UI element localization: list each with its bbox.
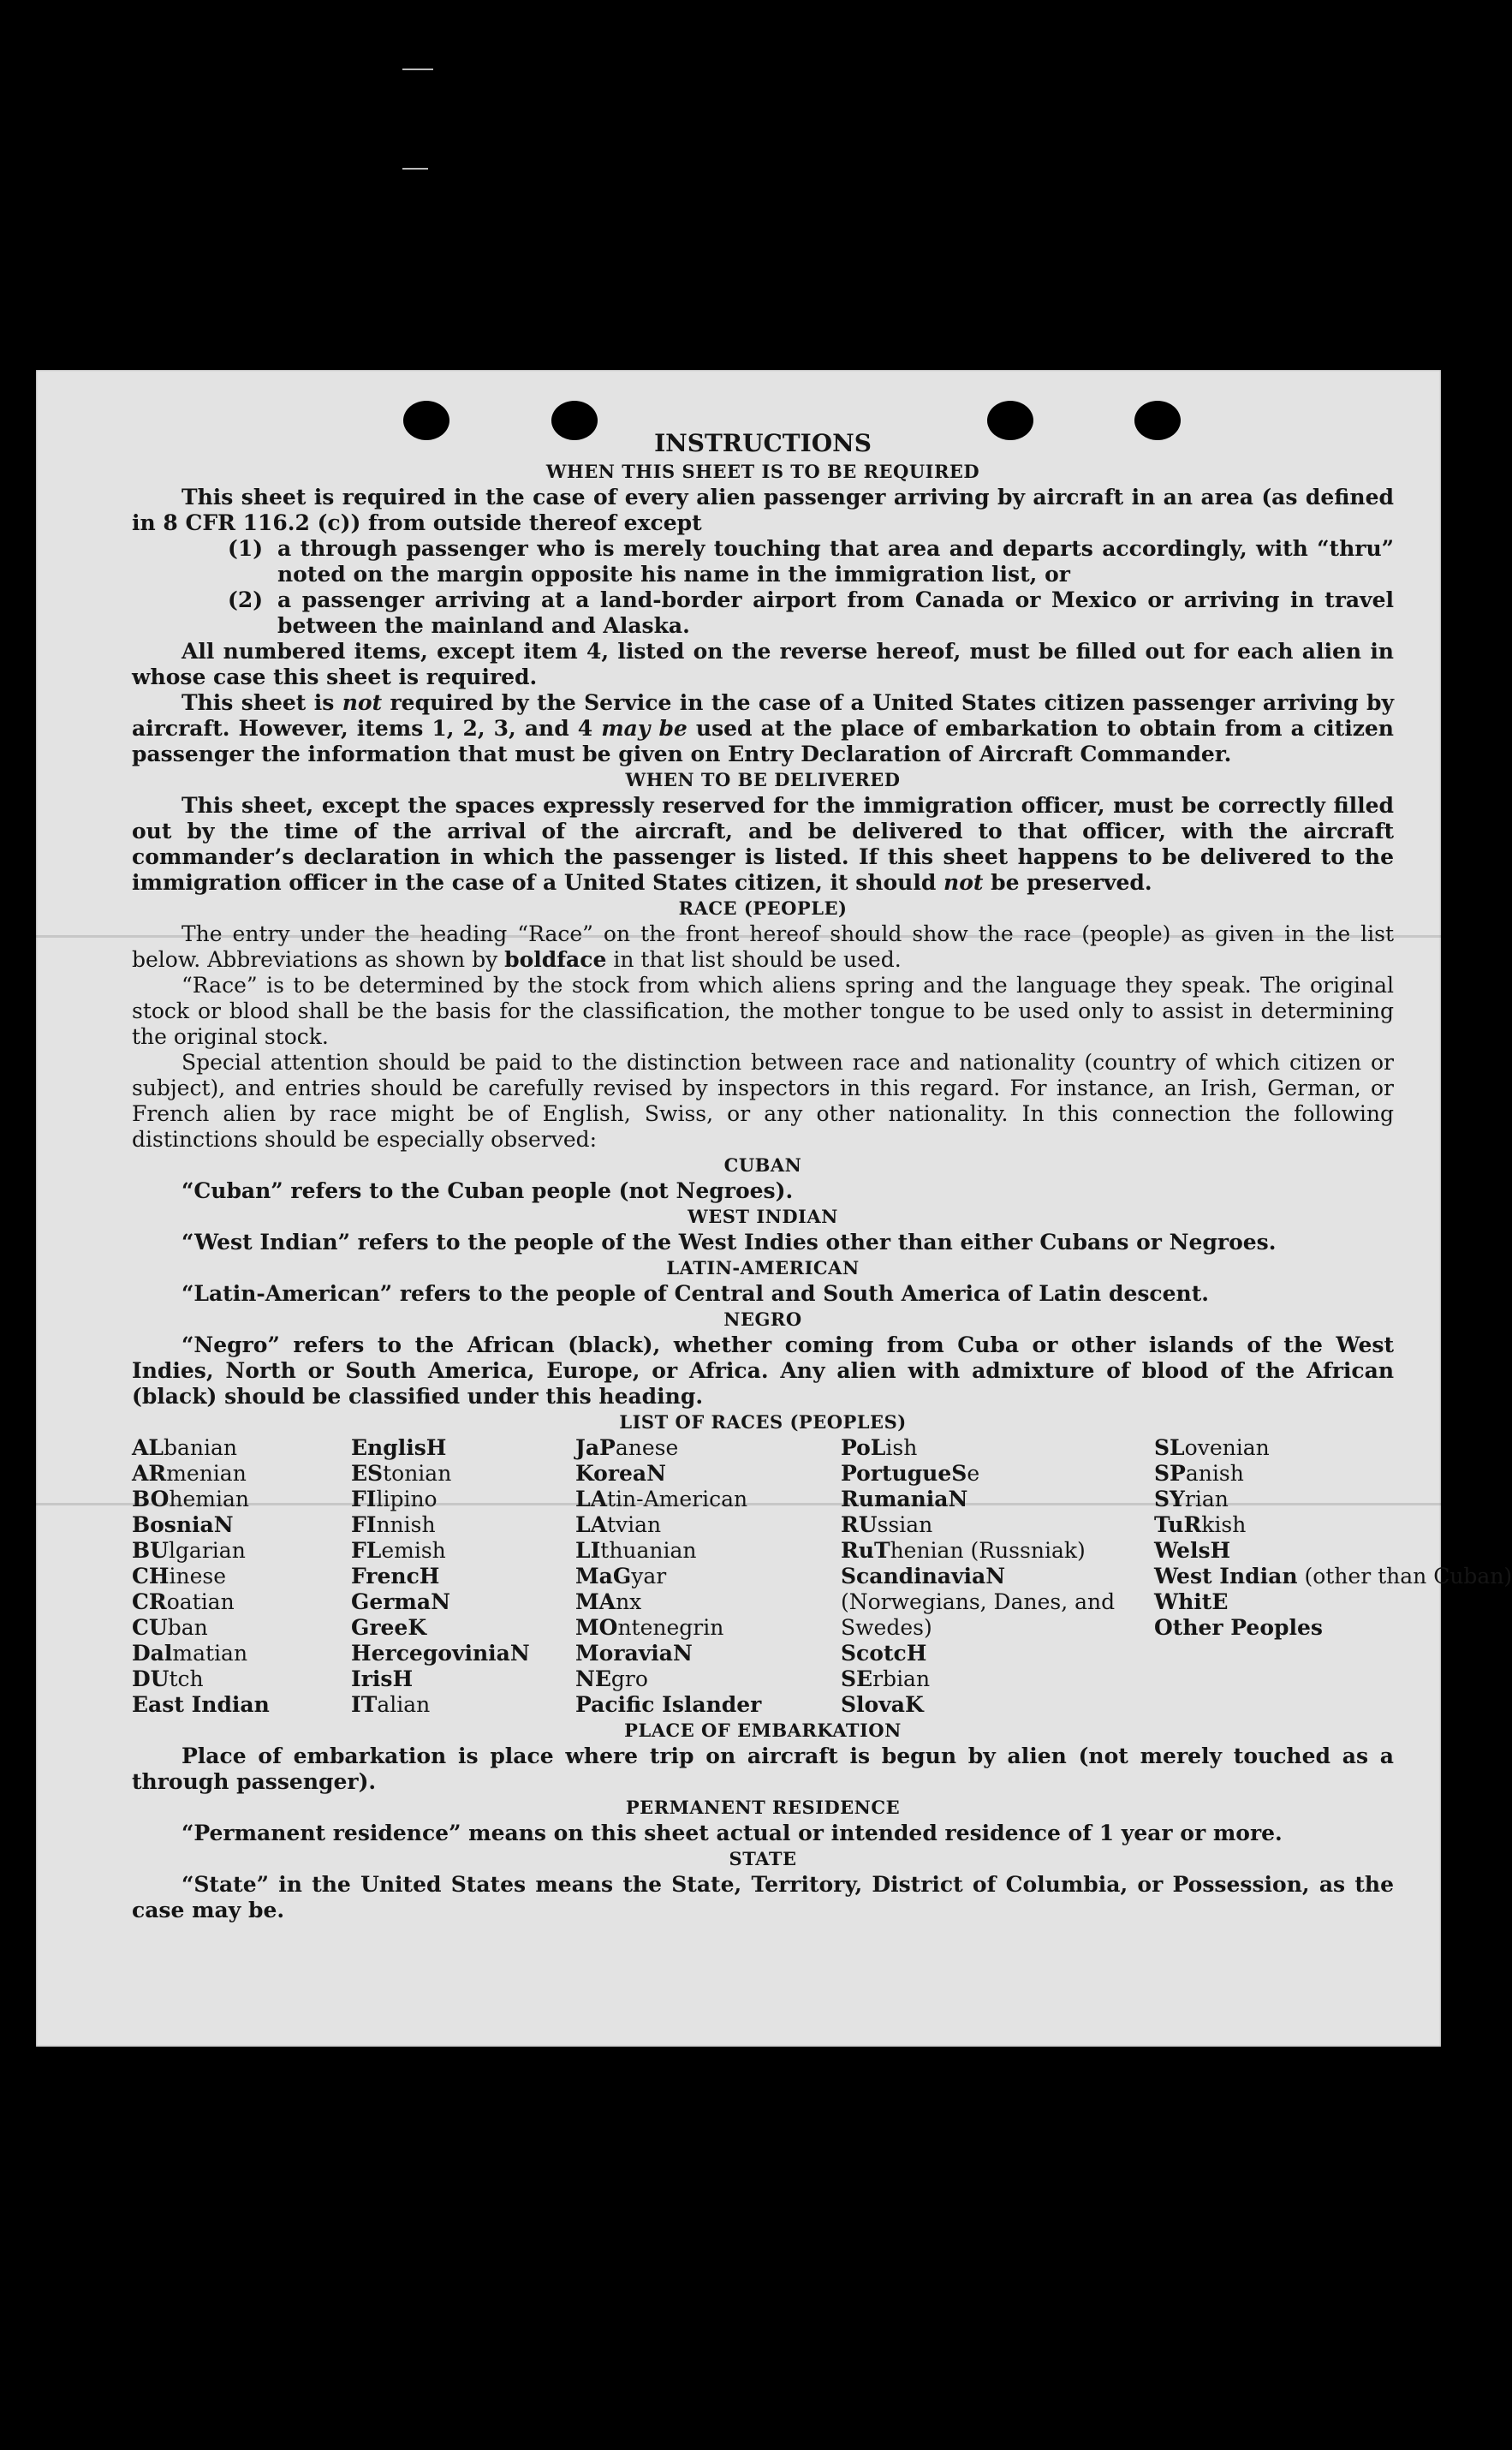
paragraph bbox=[132, 690, 1394, 767]
race-entry: BosniaN bbox=[132, 1512, 234, 1537]
race-entry: EStonian bbox=[351, 1461, 452, 1486]
emphasis: not bbox=[944, 870, 984, 895]
film-mark bbox=[402, 168, 428, 170]
item-text: a passenger arriving at a land-border airport from Canada or Mexico or arriving in travel between the mainland and Alaska. bbox=[277, 587, 1394, 638]
race-entry: JaPanese bbox=[575, 1435, 679, 1460]
race-entry: PortugueSe bbox=[841, 1461, 980, 1486]
section-heading: NEGRO bbox=[723, 1308, 802, 1330]
section-heading: LATIN-AMERICAN bbox=[666, 1257, 860, 1279]
race-entry: East Indian bbox=[132, 1692, 270, 1717]
paragraph: “Negro” refers to the African (black), whether coming from Cuba or other islands of the West Indies, North or South America, Europe, or Africa. Any alien with admixture of blood of the African (black) should be classified under this heading. bbox=[132, 1332, 1394, 1409]
list-item bbox=[228, 536, 1394, 587]
race-entry: FLemish bbox=[351, 1538, 446, 1563]
list-item bbox=[228, 587, 1394, 639]
race-entry: SlovaK bbox=[841, 1692, 924, 1717]
paragraph: Place of embarkation is place where trip on aircraft is begun by alien (not merely touched as a through passenger). bbox=[132, 1744, 1394, 1794]
section-heading: WEST INDIAN bbox=[688, 1206, 838, 1227]
text-run: This sheet, except the spaces expressly reserved for the immigration officer, must be correctly filled out by the time of the arrival of the aircraft, and be delivered to that officer, with the aircraft commander’s declaration in which the passenger is listed. If this sheet happens to be delivered to the immigration officer in the case of a United States citizen, it should bbox=[132, 793, 1394, 895]
section-heading: PERMANENT RESIDENCE bbox=[625, 1797, 901, 1818]
race-entry: DUtch bbox=[132, 1666, 204, 1691]
bold-text: boldface bbox=[504, 947, 607, 972]
race-entry: BUlgarian bbox=[132, 1538, 246, 1563]
paragraph: All numbered items, except item 4, listed on the reverse hereof, must be filled out for each alien in whose case this sheet is required. bbox=[132, 639, 1394, 689]
text-run: be preserved. bbox=[983, 870, 1152, 895]
text-run: This sheet is bbox=[182, 690, 342, 715]
emphasis: may be bbox=[601, 716, 688, 741]
section-heading: WHEN THIS SHEET IS TO BE REQUIRED bbox=[545, 461, 980, 482]
race-entry: HercegoviniaN bbox=[351, 1641, 530, 1666]
section-heading: CUBAN bbox=[723, 1154, 802, 1176]
race-entry: SPanish bbox=[1154, 1461, 1244, 1486]
race-entry: FrencH bbox=[351, 1564, 440, 1589]
races-column bbox=[132, 1435, 351, 1718]
item-number: (2) bbox=[228, 587, 264, 612]
paragraph: Special attention should be paid to the distinction between race and nationality (country of which citizen or subject), and entries should be carefully revised by inspectors in this regard. For instance, an Irish, German, or French alien by race might be of English, Swiss, or any other nationality. In this connection the following distinctions should be especially observed: bbox=[132, 1050, 1394, 1152]
paragraph: This sheet is required in the case of every alien passenger arriving by aircraft in an area (as defined in 8 CFR 116.2 (c)) from outside thereof except bbox=[132, 485, 1394, 535]
page-title: INSTRUCTIONS bbox=[654, 429, 872, 457]
race-entry: FInnish bbox=[351, 1512, 436, 1537]
race-entry: CHinese bbox=[132, 1564, 227, 1589]
race-entry: SLovenian bbox=[1154, 1435, 1270, 1460]
race-entry: Other Peoples bbox=[1154, 1615, 1323, 1640]
text-run: used at the place of embarkation to obtain from a citizen passenger the information that must be given on Entry Declaration of Aircraft Commander. bbox=[132, 716, 1394, 766]
race-entry: EnglisH bbox=[351, 1435, 447, 1460]
race-entry: LIthuanian bbox=[575, 1538, 697, 1563]
race-entry: FIlipino bbox=[351, 1487, 438, 1511]
paragraph bbox=[132, 793, 1394, 896]
race-entry: BOhemian bbox=[132, 1487, 249, 1511]
section-heading: WHEN TO BE DELIVERED bbox=[625, 769, 901, 790]
race-entry: RuThenian (Russniak) bbox=[841, 1538, 1086, 1563]
races-table bbox=[132, 1435, 1512, 1718]
race-entry: ScandinaviaN (Norwegians, Danes, and Swedes) bbox=[841, 1564, 1116, 1640]
race-entry: KoreaN bbox=[575, 1461, 666, 1486]
paragraph bbox=[132, 921, 1394, 973]
race-entry: RumaniaN bbox=[841, 1487, 968, 1511]
paragraph: “Permanent residence” means on this sheet actual or intended residence of 1 year or more. bbox=[182, 1821, 1283, 1845]
race-entry: West Indian (other than Cuban) bbox=[1154, 1564, 1512, 1589]
race-entry: LAtin-American bbox=[575, 1487, 748, 1511]
race-entry: PoLish bbox=[841, 1435, 918, 1460]
race-entry: IrisH bbox=[351, 1666, 414, 1691]
race-entry: MOntenegrin bbox=[575, 1615, 724, 1640]
race-entry: TuRkish bbox=[1154, 1512, 1247, 1537]
race-entry: SErbian bbox=[841, 1666, 931, 1691]
race-entry: Pacific Islander bbox=[575, 1692, 762, 1717]
race-entry: CRoatian bbox=[132, 1589, 235, 1614]
text-run: The entry under the heading “Race” on the front hereof should show the race (people) as given in the list below. Abbreviations as shown by bbox=[132, 921, 1394, 972]
race-entry: ITalian bbox=[351, 1692, 431, 1717]
section-heading: PLACE OF EMBARKATION bbox=[624, 1720, 902, 1741]
section-heading: LIST OF RACES (PEOPLES) bbox=[619, 1411, 907, 1433]
paragraph: “Cuban” refers to the Cuban people (not Negroes). bbox=[182, 1178, 794, 1203]
race-entry: GreeK bbox=[351, 1615, 427, 1640]
races-column bbox=[575, 1435, 841, 1718]
race-entry: CUban bbox=[132, 1615, 208, 1640]
paragraph: “West Indian” refers to the people of the West Indies other than either Cubans or Negroes. bbox=[182, 1230, 1277, 1255]
race-entry: MAnx bbox=[575, 1589, 642, 1614]
race-entry: ALbanian bbox=[132, 1435, 237, 1460]
race-entry: RUssian bbox=[841, 1512, 933, 1537]
races-column bbox=[841, 1435, 1154, 1718]
race-entry: ScotcH bbox=[841, 1641, 927, 1666]
race-entry: ARmenian bbox=[132, 1461, 247, 1486]
paragraph: “Race” is to be determined by the stock from which aliens spring and the language they speak. The original stock or blood shall be the basis for the classification, the mother tongue to be used only to assist in determining the original stock. bbox=[132, 973, 1394, 1049]
race-entry: Dalmatian bbox=[132, 1641, 248, 1666]
text-run: required by the Service in the case of a United States citizen passenger arriving by aircraft. However, items 1, 2, 3, and 4 bbox=[132, 690, 1394, 741]
race-entry: WelsH bbox=[1154, 1538, 1231, 1563]
paragraph: “Latin-American” refers to the people of Central and South America of Latin descent. bbox=[182, 1281, 1209, 1306]
item-number: (1) bbox=[228, 536, 264, 561]
race-entry: NEgro bbox=[575, 1666, 648, 1691]
races-column bbox=[351, 1435, 575, 1718]
document-page bbox=[36, 370, 1512, 2047]
race-entry: MoraviaN bbox=[575, 1641, 693, 1666]
paragraph: “State” in the United States means the State, Territory, District of Columbia, or Possession, as the case may be. bbox=[132, 1872, 1394, 1922]
race-entry: LAtvian bbox=[575, 1512, 662, 1537]
instructions-body bbox=[132, 428, 1512, 1923]
emphasis: not bbox=[342, 690, 383, 715]
text-run: in that list should be used. bbox=[606, 947, 902, 972]
section-heading: STATE bbox=[729, 1848, 797, 1869]
race-entry: MaGyar bbox=[575, 1564, 667, 1589]
item-text: a through passenger who is merely touching that area and departs accordingly, with “thru” noted on the margin opposite his name in the immigration list, or bbox=[277, 536, 1394, 587]
race-entry: GermaN bbox=[351, 1589, 450, 1614]
race-entry: WhitE bbox=[1154, 1589, 1229, 1614]
section-heading: RACE (PEOPLE) bbox=[678, 897, 848, 919]
races-column bbox=[1154, 1435, 1512, 1718]
film-mark bbox=[402, 69, 433, 70]
race-entry: SYrian bbox=[1154, 1487, 1229, 1511]
